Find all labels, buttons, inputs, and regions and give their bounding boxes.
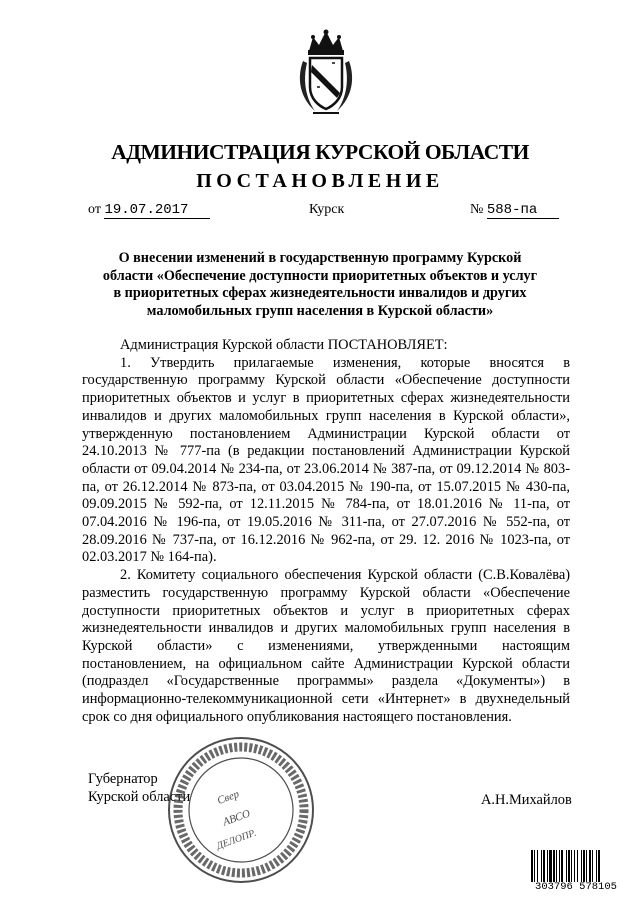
decree-city: Курск bbox=[309, 202, 345, 217]
date-value: 19.07.2017 bbox=[104, 202, 189, 218]
decree-date bbox=[88, 202, 210, 219]
barcode bbox=[531, 850, 621, 882]
stamp-line-1: Свер bbox=[215, 788, 241, 808]
signatory-title-line2: Курской области bbox=[88, 788, 191, 805]
organization-title: АДМИНИСТРАЦИЯ КУРСКОЙ ОБЛАСТИ bbox=[111, 140, 529, 164]
decree-number bbox=[470, 202, 559, 219]
body-intro: Администрация Курской области ПОСТАНОВЛЯЕТ: bbox=[120, 337, 448, 353]
official-stamp bbox=[166, 735, 316, 885]
signatory-name: А.Н.Михайлов bbox=[481, 792, 572, 808]
barcode-number: 303796 578105 bbox=[535, 881, 617, 893]
number-prefix: № bbox=[470, 202, 484, 217]
kursk-oblast-coat-of-arms-icon bbox=[295, 27, 357, 115]
date-prefix: от bbox=[88, 202, 101, 217]
body-paragraph-1: 1. Утвердить прилагаемые изменения, которые вносятся в государственную программу Курской области «Обеспечение доступности приоритетных объектов и услуг в приоритетных сферах жизнедеятельности инвалидов и других маломобильных групп населения в Курской области», утвержденную постановлением Администрации Курской области от 24.10.2013 № 777-па (в редакции постановлений Администрации Курской области от 09.04.2014 № 234-па, от 23.06.2014 № 387-па, от 09.12.2014 № 803-па, от 26.12.2014 № 873-па, от 03.04.2015 № 190-па, от 15.07.2015 № 430-па, 09.09.2015 № 592-па, от 12.11.2015 № 784-па, от 18.01.2016 № 11-па, от 07.04.2016 № 196-па, от 19.05.2016 № 311-па, от 27.07.2016 № 552-па, от 28.09.2016 № 737-па, от 16.12.2016 № 962-па, от 29. 12. 2016 № 1023-па, от 02.03.2017 № 164-па). bbox=[82, 354, 570, 566]
decree-subject: О внесении изменений в государственную программу Курской области «Обеспечение доступности приоритетных объектов и услуг в приоритетных сферах жизнедеятельности инвалидов и других маломобильных групп населения в Курской области» bbox=[102, 250, 538, 319]
body-paragraph-2: 2. Комитету социального обеспечения Курской области (С.В.Ковалёва) разместить государственную программу Курской области «Обеспечение доступности приоритетных объектов и услуг в приоритетных сферах жизнедеятельности инвалидов и других маломобильных групп населения в Курской области» с изменениями, утвержденными настоящим постановлением, на официальном сайте Администрации Курской области (подраздел «Государственные программы» раздела «Документы») в информационно-телекоммуникационной сети «Интернет» в двухнедельный срок со дня официального опубликования настоящего постановления. bbox=[82, 567, 570, 725]
stamp-line-3: ДЕЛОПР. bbox=[215, 827, 258, 853]
stamp-line-2: АВСО bbox=[221, 807, 252, 829]
signatory-title-line1: Губернатор bbox=[88, 771, 158, 787]
number-value: 588-па bbox=[486, 202, 538, 218]
decree-body bbox=[82, 337, 570, 726]
document-type: ПОСТАНОВЛЕНИЕ bbox=[196, 170, 444, 192]
